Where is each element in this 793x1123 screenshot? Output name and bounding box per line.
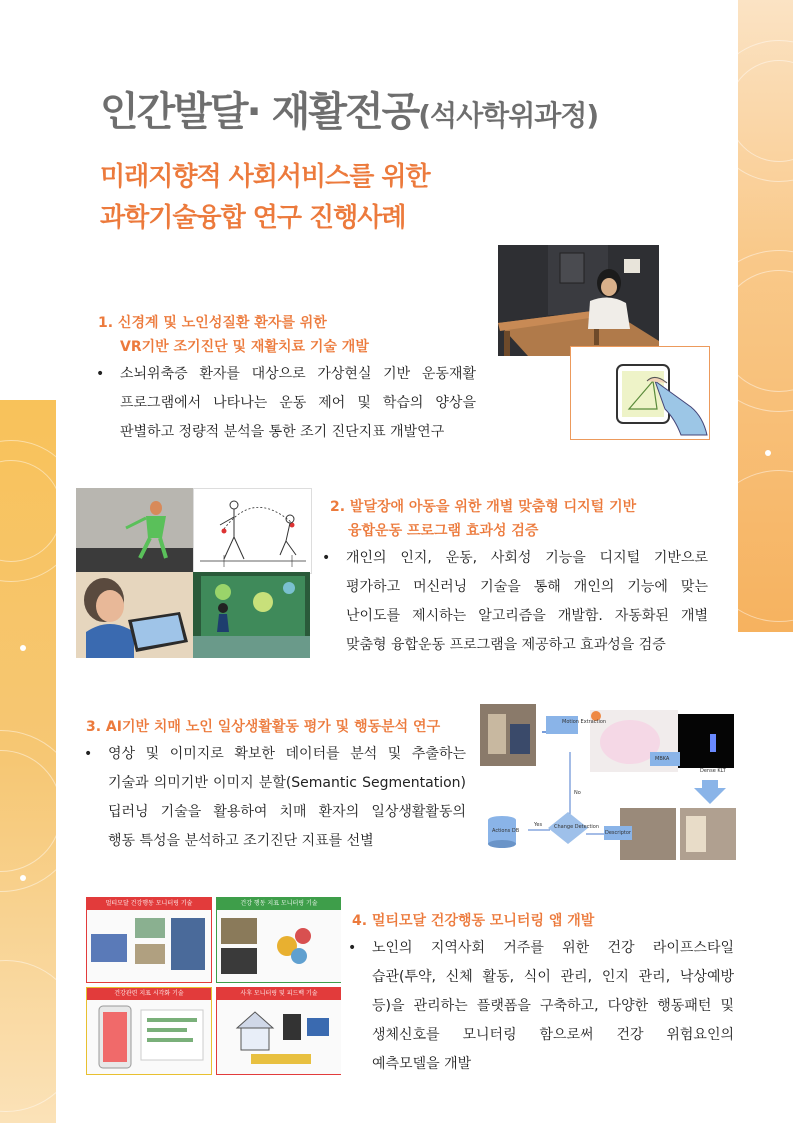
monitoring-panels-figure [86,897,341,1075]
page-subtitle-line1: 미래지향적 사회서비스를 위한 [100,162,430,192]
section1-bullet-item: • 소뇌위축증 환자를 대상으로 가상현실 기반 운동재활 프로그램에서 나타나는 운동 제어 및 학습의 양상을 판별하고 정량적 분석을 통한 조기 진단지표 개발연구 [96,360,476,447]
descriptor-label: Descriptor [605,830,631,836]
section1-line: 판별하고 정량적 분석을 통한 조기 진단지표 개발연구 [120,424,445,440]
section2-heading-line2: 융합운동 프로그램 효과성 검증 [348,523,539,539]
section2-line: 맞춤형 융합운동 프로그램을 제공하고 효과성을 검증 [346,637,666,653]
motion-diagram [193,488,312,574]
section4-line: 습관(투약, 신체 활동, 식이 관리, 인지 관리, 낙상예방 [372,969,734,985]
decorative-dot [765,450,771,456]
vr-room-photo [498,245,659,356]
decorative-band-left [0,400,56,1123]
page-title-main: 인간발달· 재활전공 [100,89,419,135]
section3-bullet-item: • 영상 및 이미지로 확보한 데이터를 분석 및 추출하는 기술과 의미기반 이미지 분할(Semantic Segmentation) 딥러닝 기술을 활용하여 치매 환자의 일상생활활동의 행동 특성을 분석하고 조기진단 지표를 선별 [84,740,466,856]
section4-line: 등)을 관리하는 플랫폼을 구축하고, 다양한 행동패턴 및 [372,998,734,1014]
panel-multimodal [86,897,212,983]
panel1-title: 멀티모달 건강행동 모니터링 기술 [87,898,211,910]
mbka-label: MBKA [655,756,670,762]
child-tablet-photo [76,572,193,658]
change-detection-label: Change Detection [554,824,600,830]
yes-label: Yes [534,822,543,828]
section1-line: 소뇌위축증 환자를 대상으로 가상현실 기반 운동재활 [120,366,476,382]
section4-body [348,934,734,1079]
section2-heading-line1: 2. 발달장애 아동을 위한 개별 맞춤형 디지털 기반 [330,499,637,515]
section3-line: 영상 및 이미지로 확보한 데이터를 분석 및 추출하는 [108,746,466,762]
section2-line: 개인의 인지, 운동, 사회성 기능을 디지털 기반으로 [346,550,708,566]
section2-line: 평가하고 머신러닝 기술을 통해 개인의 기능에 맞는 [346,579,708,595]
decorative-band-right [738,0,793,632]
page-title-sub: (석사학위과정) [418,99,599,132]
panel-feedback [216,987,341,1075]
section4-line: 노인의 지역사회 거주를 위한 건강 라이프스타일 [372,940,734,956]
section3-line: 딥러닝 기술을 활용하여 치매 환자의 일상생활활동의 [108,804,466,820]
actions-db-label: Actions DB [492,828,520,834]
panel4-title: 사후 모니터링 및 피드백 기술 [217,988,341,1000]
section3-heading: 3. AI기반 치매 노인 일상생활활동 평가 및 행동분석 연구 [86,719,441,735]
no-label: No [574,790,581,796]
section2-line: 난이도를 제시하는 알고리즘을 개발함. 자동화된 개별 [346,608,708,624]
page-title [100,80,720,135]
pipeline-diagram [480,704,738,864]
interactive-wall-photo [193,572,310,658]
panel-visualization [86,987,212,1075]
section1-heading-line1: 1. 신경계 및 노인성질환 환자를 위한 [98,315,327,331]
page-subtitle-line2: 과학기술융합 연구 진행사례 [100,203,406,233]
motion-extraction-label: Motion Extraction [562,719,607,725]
section4-line: 생체신호를 모니터링 함으로써 건강 위험요인의 [372,1027,734,1043]
panel-health-indicator [216,897,341,983]
panel2-title: 건강 행동 지표 모니터링 기술 [217,898,341,910]
tablet-drawing-figure [570,346,710,440]
dense-klt-label: Dense KLT [700,768,726,774]
section1-body [96,360,476,447]
decorative-dot [20,875,26,881]
section4-heading: 4. 멀티모달 건강행동 모니터링 앱 개발 [352,913,595,929]
section4-bullet-item: • 노인의 지역사회 거주를 위한 건강 라이프스타일 습관(투약, 신체 활동, 식이 관리, 인지 관리, 낙상예방 등)을 관리하는 플랫폼을 구축하고, 다양한 행동패턴 및 생체신호를 모니터링 함으로써 건강 위험요인의 예측모델을 개발 [348,934,734,1079]
section2-bullet-item: • 개인의 인지, 운동, 사회성 기능을 디지털 기반으로 평가하고 머신러닝 기술을 통해 개인의 기능에 맞는 난이도를 제시하는 알고리즘을 개발함. 자동화된 개별 맞춤형 융합운동 프로그램을 제공하고 효과성을 검증 [322,544,708,660]
section4-line: 예측모델을 개발 [372,1056,472,1072]
section3-line: 기술과 의미기반 이미지 분할(Semantic Segmentation) [108,775,466,791]
treadmill-photo [76,488,193,572]
panel3-title: 건강관련 지표 시각화 기술 [87,988,211,1000]
section3-body [84,740,466,856]
section1-line: 프로그램에서 나타나는 운동 제어 및 학습의 양상을 [120,395,476,411]
section3-line: 행동 특성을 분석하고 조기진단 지표를 선별 [108,833,374,849]
section1-heading-line2: VR기반 조기진단 및 재활치료 기술 개발 [120,339,369,355]
decorative-dot [20,645,26,651]
section2-body [322,544,708,660]
